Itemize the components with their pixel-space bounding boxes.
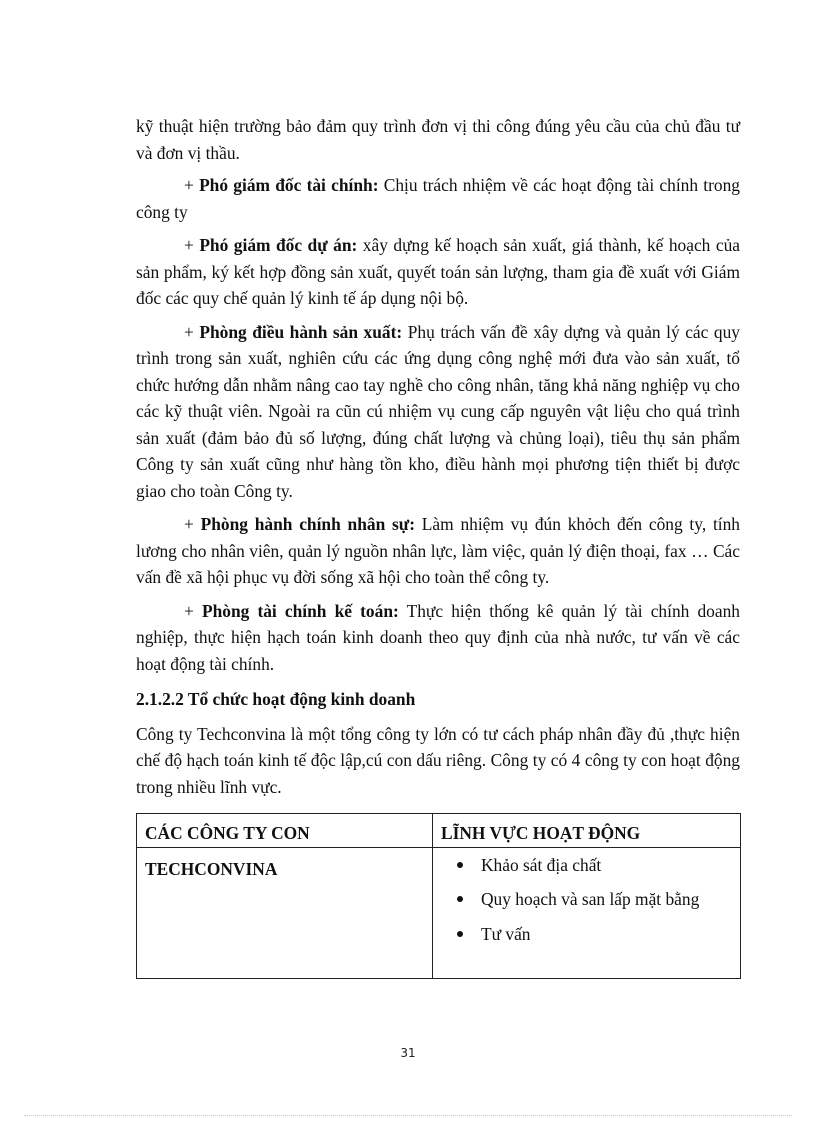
page-content: [136, 113, 740, 979]
company-name-cell: TECHCONVINA: [137, 847, 433, 978]
paragraph-deputy-finance: + Phó giám đốc tài chính: Chịu trách nhiệm về các hoạt động tài chính trong công ty: [136, 175, 740, 222]
section-intro: Công ty Techconvina là một tổng công ty lớn có tư cách pháp nhân đầy đủ ,thực hiện chế độ hạch toán kinh tế độc lập,cú con dấu riêng. Công ty có 4 công ty con hoạt động trong nhiều lĩnh vực.: [136, 723, 740, 797]
table-header-row: [137, 814, 741, 848]
business-fields-cell: [433, 847, 741, 978]
table-header-cell: CÁC CÔNG TY CON: [137, 814, 433, 848]
bullet-icon: [457, 862, 463, 868]
bullet-icon: [457, 896, 463, 902]
paragraph-continuation: kỹ thuật hiện trường bảo đảm quy trình đơn vị thi công đúng yêu cầu của chủ đầu tư và đơn vị thầu.: [136, 116, 740, 163]
table-header-cell: LĨNH VỰC HOẠT ĐỘNG: [433, 814, 741, 848]
label-deputy-finance: Phó giám đốc tài chính:: [199, 175, 379, 195]
label-deputy-project: Phó giám đốc dự án:: [199, 235, 358, 255]
list-item: Tư vấn: [455, 921, 740, 948]
paragraph-production-dept: + Phòng điều hành sản xuất: Phụ trách vấn đề xây dựng và quản lý các quy trình trong sản xuất, nghiên cứu các ứng dụng công nghệ mới đưa vào sản xuất, tổ chức hướng dẫn nhằm nâng cao tay nghề cho công nhân, tăng khả năng nghiệp vụ cho các kỹ thuật viên. Ngoài ra cũn cú nhiệm vụ cung cấp nguyên vật liệu cho quá trình sản xuất (đảm bảo đủ số lượng, đúng chất lượng và chủng loại), tiêu thụ sản phẩm Công ty sản xuất cũng như hàng tồn kho, điều hành mọi phương tiện thiết bị được giao cho toàn Công ty.: [136, 321, 740, 501]
bullet-icon: [457, 931, 463, 937]
paragraph-hr-dept: + Phòng hành chính nhân sự: Làm nhiệm vụ đún khỏch đến công ty, tính lương cho nhân viên, quản lý nguồn nhân lực, làm việc, quản lý điện thoại, fax … Các vấn đề xã hội phục vụ đời sống xã hội cho toàn thể công ty.: [136, 514, 741, 587]
table-row: [137, 847, 741, 978]
page-bottom-divider: [24, 1115, 792, 1116]
business-fields-list: [433, 852, 740, 948]
label-finance-dept: Phòng tài chính kế toán:: [201, 600, 399, 621]
label-production-dept: Phòng điều hành sản xuất:: [199, 321, 403, 342]
list-item: Quy hoạch và san lấp mặt bằng: [455, 886, 740, 913]
page-number: 31: [400, 1046, 416, 1060]
paragraph-deputy-project: + Phó giám đốc dự án: xây dựng kế hoạch sản xuất, giá thành, kế hoạch của sản phẩm, ký kết hợp đồng sản xuất, quyết toán sản lượng, tham gia đề xuất với Giám đốc các quy chế quản lý kinh tế áp dụng nội bộ.: [136, 235, 740, 308]
section-heading: 2.1.2.2 Tổ chức hoạt động kinh doanh: [136, 689, 416, 709]
paragraph-finance-dept: + Phòng tài chính kế toán: Thực hiện thống kê quản lý tài chính doanh nghiệp, thực hiện hạch toán kinh doanh theo quy định của nhà nước, tư vấn về các hoạt động tài chính.: [136, 600, 740, 674]
subsidiaries-table: [136, 813, 741, 979]
label-hr-dept: Phòng hành chính nhân sự:: [200, 514, 416, 534]
list-item: Khảo sát địa chất: [455, 852, 740, 879]
